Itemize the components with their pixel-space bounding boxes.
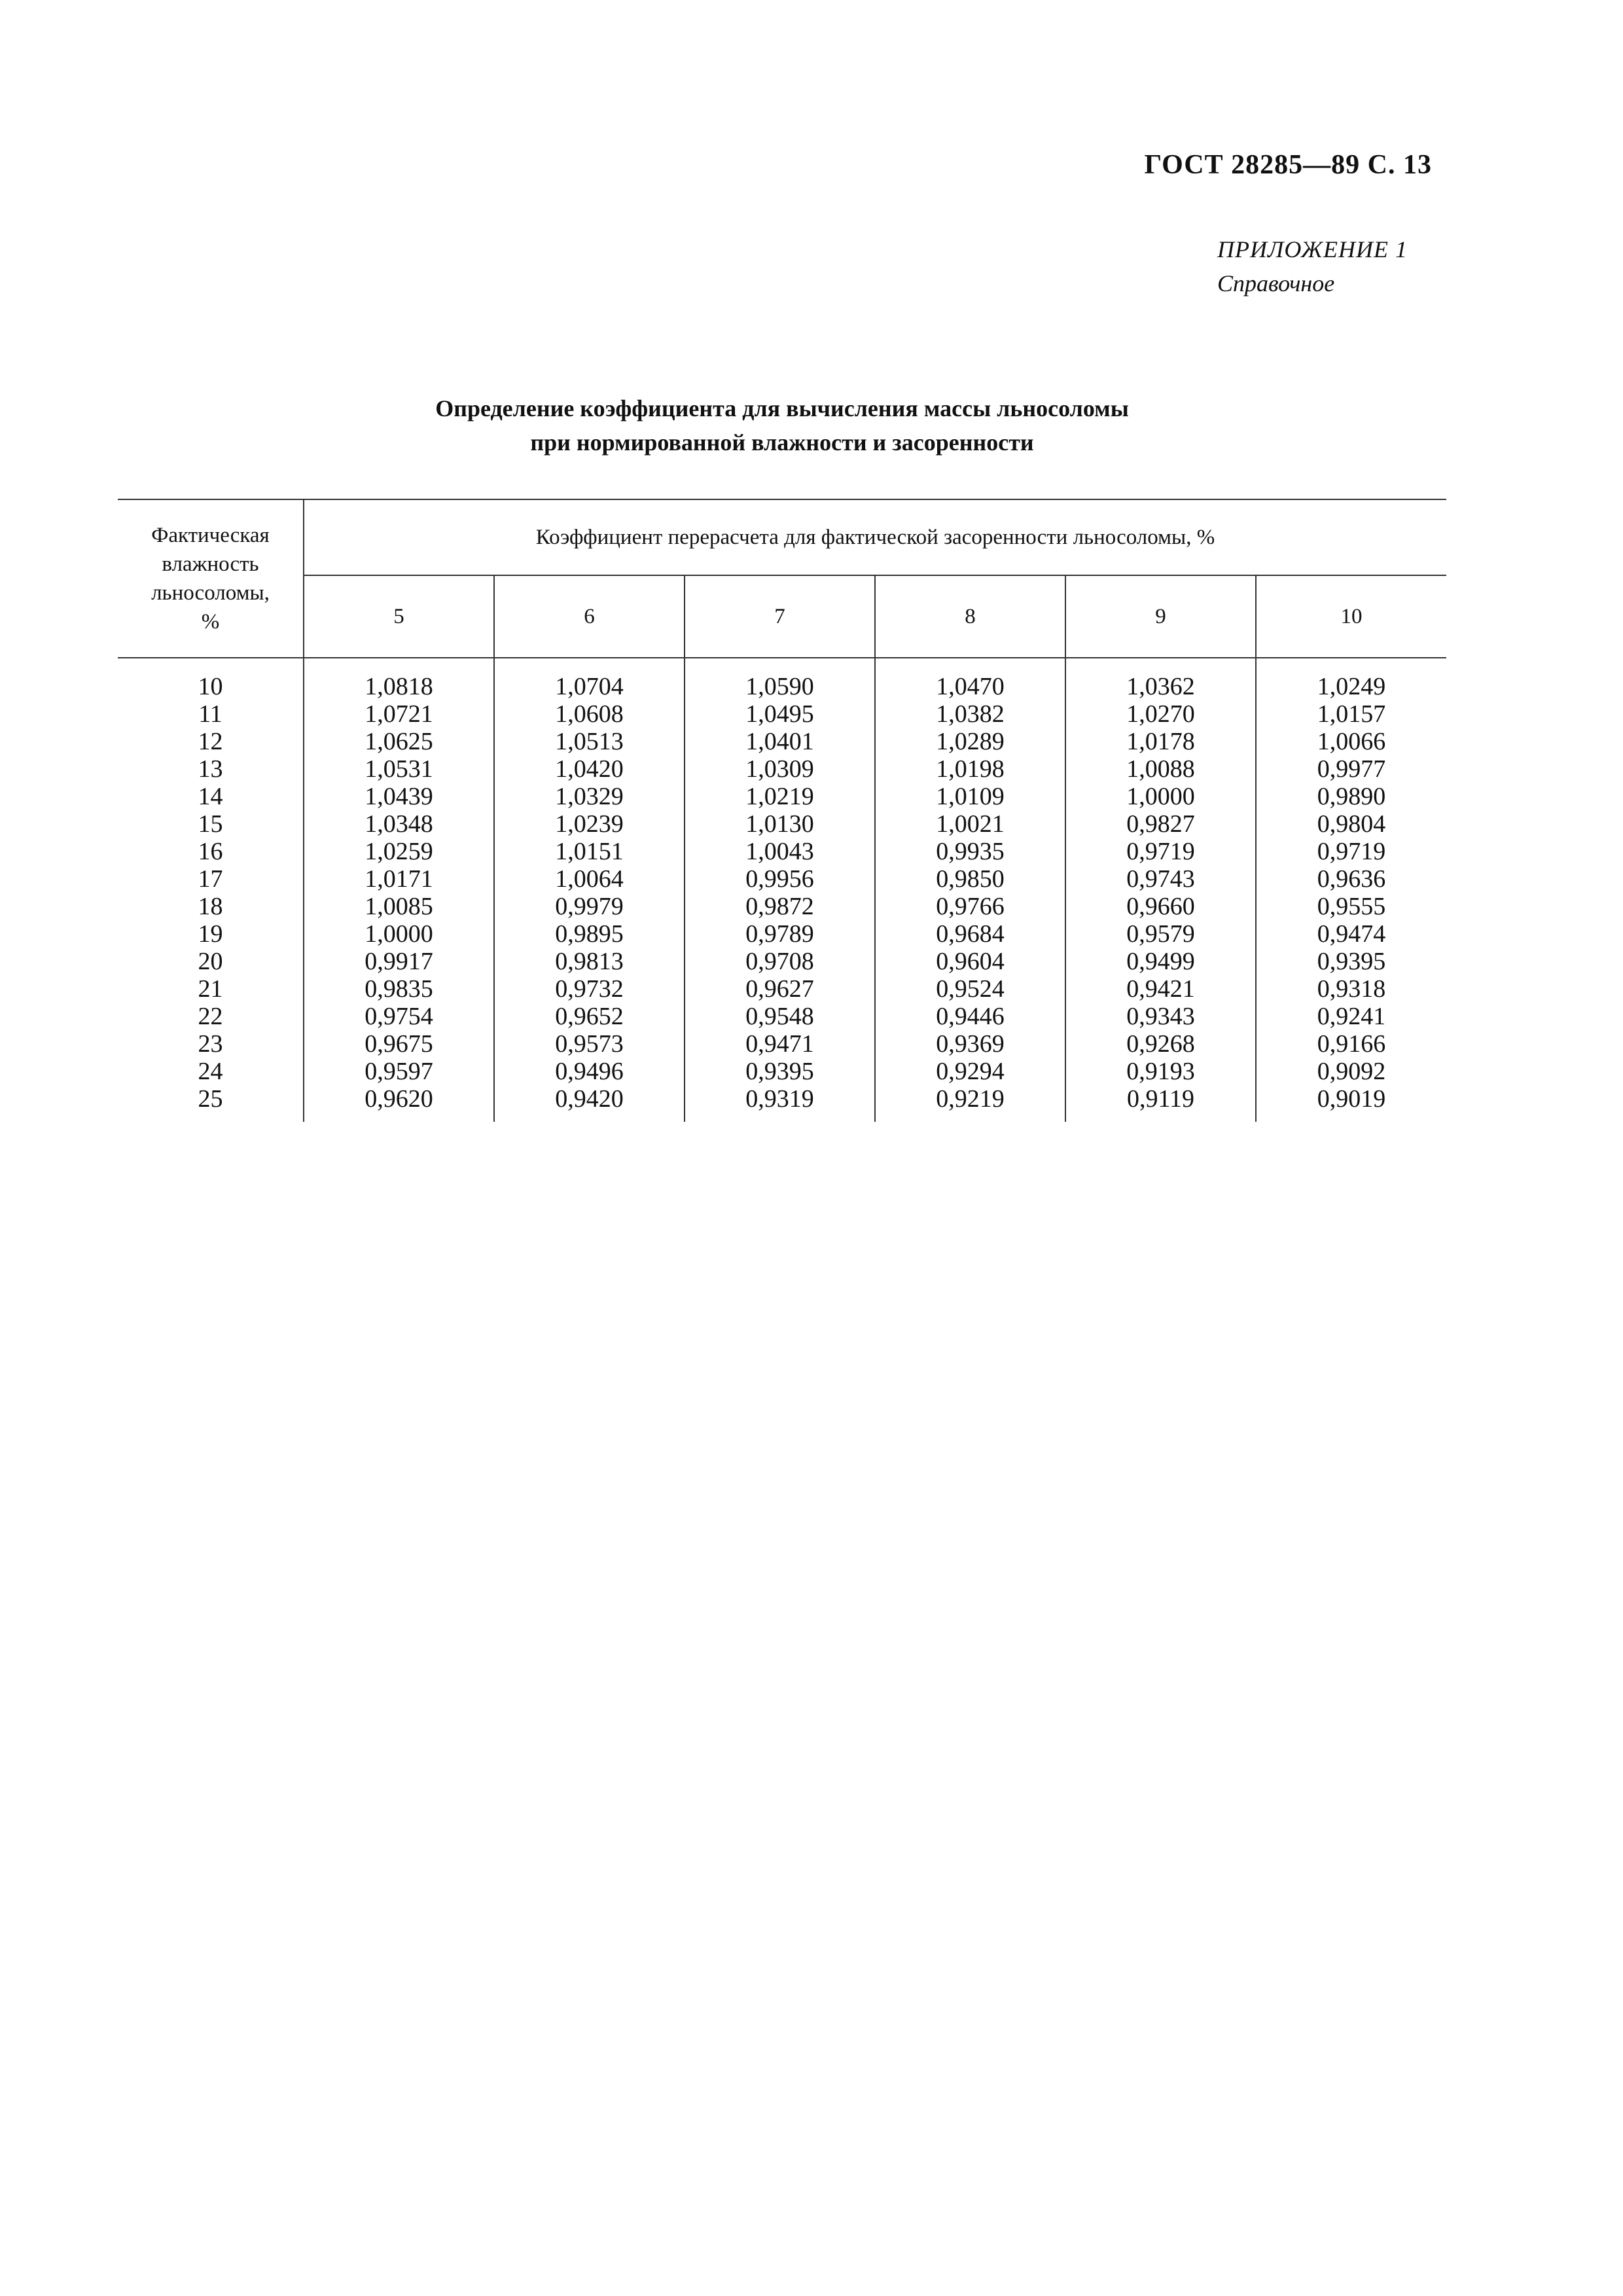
coefficient-cell: 1,0470 [875, 658, 1065, 700]
moisture-cell: 10 [118, 658, 304, 700]
table-row [118, 1030, 1446, 1058]
table-row [118, 920, 1446, 948]
coefficient-cell: 0,9092 [1317, 1058, 1386, 1085]
coefficient-cell: 1,0420 [494, 755, 685, 783]
coefficient-cell: 1,0289 [875, 728, 1065, 755]
coefficient-cell: 0,9319 [685, 1085, 875, 1122]
coefficient-cell: 0,9421 [1065, 975, 1256, 1003]
table-body [118, 658, 1446, 1122]
moisture-cell: 15 [118, 810, 304, 838]
coefficient-cell: 0,9890 [1317, 783, 1386, 810]
coefficient-cell: 0,9219 [875, 1085, 1065, 1122]
coefficient-cell: 0,9684 [875, 920, 1065, 948]
coefficient-cell: 1,0382 [875, 700, 1065, 728]
coefficient-cell: 0,9548 [685, 1003, 875, 1030]
coefficient-cell: 1,0818 [304, 658, 494, 700]
coefficient-cell: 1,0219 [685, 783, 875, 810]
moisture-cell: 16 [118, 838, 304, 865]
table-row [118, 783, 1446, 810]
table-row [118, 728, 1446, 755]
coefficient-cell: 1,0249 [1317, 673, 1386, 700]
coefficient-cell: 0,9268 [1065, 1030, 1256, 1058]
moisture-cell: 24 [118, 1058, 304, 1085]
coefficient-cell: 0,9597 [304, 1058, 494, 1085]
table-row [118, 838, 1446, 865]
moisture-cell: 19 [118, 920, 304, 948]
table-row [118, 810, 1446, 838]
coefficient-cell: 0,9119 [1065, 1085, 1256, 1122]
coefficient-cell: 0,9813 [494, 948, 685, 975]
column-header: 9 [1065, 575, 1256, 658]
table-row [118, 948, 1446, 975]
coefficient-cell: 0,9343 [1065, 1003, 1256, 1030]
moisture-cell: 20 [118, 948, 304, 975]
coefficient-cell: 0,9019 [1317, 1085, 1386, 1113]
appendix-block [1217, 232, 1408, 300]
coefficient-cell: 1,0513 [494, 728, 685, 755]
coefficient-cell: 1,0531 [304, 755, 494, 783]
coefficient-cell: 0,9754 [304, 1003, 494, 1030]
coefficient-cell: 0,9471 [685, 1030, 875, 1058]
coefficient-cell: 1,0021 [875, 810, 1065, 838]
coefficient-cell: 1,0259 [304, 838, 494, 865]
coefficient-cell: 0,9850 [875, 865, 1065, 893]
table-title-line-1: Определение коэффициента для вычисления массы льносоломы [435, 395, 1129, 422]
coefficient-cell: 1,0109 [875, 783, 1065, 810]
moisture-cell: 17 [118, 865, 304, 893]
moisture-cell: 13 [118, 755, 304, 783]
coefficient-cell: 0,9977 [1317, 755, 1386, 783]
coefficient-cell: 0,9827 [1065, 810, 1256, 838]
stub-header-line: влажность [162, 552, 259, 576]
coefficient-cell: 0,9318 [1317, 975, 1386, 1003]
table-row [118, 1058, 1446, 1085]
coefficient-cell: 0,9395 [685, 1058, 875, 1085]
coefficient-cell: 1,0198 [875, 755, 1065, 783]
coefficient-cell: 1,0178 [1065, 728, 1256, 755]
moisture-cell: 12 [118, 728, 304, 755]
coefficient-cell: 1,0157 [1317, 700, 1386, 728]
coefficient-cell: 0,9241 [1317, 1003, 1386, 1030]
coefficient-cell: 0,9732 [494, 975, 685, 1003]
coefficient-cell: 0,9573 [494, 1030, 685, 1058]
moisture-cell: 21 [118, 975, 304, 1003]
coefficient-cell: 0,9474 [1317, 920, 1386, 948]
coefficient-cell: 0,9294 [875, 1058, 1065, 1085]
coefficient-cell: 0,9636 [1317, 865, 1386, 893]
coefficient-cell: 0,9499 [1065, 948, 1256, 975]
coefficient-cell: 1,0064 [494, 865, 685, 893]
moisture-cell: 25 [118, 1085, 304, 1122]
coefficient-cell: 1,0000 [1065, 783, 1256, 810]
coefficient-cell: 1,0721 [304, 700, 494, 728]
table-row [118, 893, 1446, 920]
column-header: 8 [875, 575, 1065, 658]
coefficient-cell: 0,9395 [1317, 948, 1386, 975]
moisture-cell: 14 [118, 783, 304, 810]
coefficient-cell: 0,9660 [1065, 893, 1256, 920]
table-title [118, 391, 1446, 459]
table-title-line-2: при нормированной влажности и засоренности [530, 429, 1034, 456]
coefficient-cell: 1,0309 [685, 755, 875, 783]
coefficient-cell: 0,9804 [1317, 810, 1386, 838]
coefficient-cell: 1,0704 [494, 658, 685, 700]
coefficient-cell: 0,9369 [875, 1030, 1065, 1058]
coefficient-cell: 1,0000 [304, 920, 494, 948]
appendix-subtitle: Справочное [1217, 270, 1335, 296]
table-row [118, 755, 1446, 783]
moisture-cell: 23 [118, 1030, 304, 1058]
coefficient-cell: 0,9917 [304, 948, 494, 975]
coefficient-cell: 0,9652 [494, 1003, 685, 1030]
table-row [118, 975, 1446, 1003]
coefficient-cell: 1,0085 [304, 893, 494, 920]
coefficient-cell: 0,9524 [875, 975, 1065, 1003]
stub-header-line: Фактическая [151, 524, 270, 547]
coefficient-cell: 1,0348 [304, 810, 494, 838]
coefficient-cell: 0,9872 [685, 893, 875, 920]
coefficient-cell: 0,9579 [1065, 920, 1256, 948]
coefficient-table [118, 499, 1446, 1122]
coefficient-cell: 0,9620 [304, 1085, 494, 1122]
coefficient-cell: 1,0066 [1317, 728, 1386, 755]
coefficient-cell: 1,0590 [685, 658, 875, 700]
column-header: 7 [685, 575, 875, 658]
coefficient-cell: 0,9604 [875, 948, 1065, 975]
coefficient-cell: 0,9835 [304, 975, 494, 1003]
coefficient-cell: 0,9166 [1317, 1030, 1386, 1058]
column-header: 6 [494, 575, 685, 658]
coefficient-cell: 0,9675 [304, 1030, 494, 1058]
moisture-cell: 11 [118, 700, 304, 728]
coefficient-cell: 0,9895 [494, 920, 685, 948]
table-row [118, 865, 1446, 893]
coefficient-cell: 0,9708 [685, 948, 875, 975]
coefficient-cell: 1,0362 [1065, 658, 1256, 700]
coefficient-cell: 1,0329 [494, 783, 685, 810]
moisture-cell: 22 [118, 1003, 304, 1030]
coefficient-cell: 0,9719 [1317, 838, 1386, 865]
moisture-cell: 18 [118, 893, 304, 920]
coefficient-cell: 0,9420 [494, 1085, 685, 1122]
coefficient-cell: 1,0171 [304, 865, 494, 893]
stub-header [118, 499, 304, 658]
table-row [118, 700, 1446, 728]
coefficient-cell: 0,9789 [685, 920, 875, 948]
coefficient-cell: 0,9719 [1065, 838, 1256, 865]
coefficient-cell: 0,9743 [1065, 865, 1256, 893]
column-header: 5 [304, 575, 494, 658]
coefficient-cell: 1,0270 [1065, 700, 1256, 728]
coefficient-cell: 1,0088 [1065, 755, 1256, 783]
stub-header-line: льносоломы, [151, 581, 270, 605]
page-header-code: ГОСТ 28285—89 С. 13 [1144, 150, 1432, 180]
coefficient-cell: 1,0239 [494, 810, 685, 838]
coefficient-cell: 0,9193 [1065, 1058, 1256, 1085]
coefficient-cell: 0,9496 [494, 1058, 685, 1085]
coefficient-cell: 1,0130 [685, 810, 875, 838]
table-row [118, 1003, 1446, 1030]
coefficient-cell: 0,9979 [494, 893, 685, 920]
coefficient-cell: 1,0151 [494, 838, 685, 865]
table-row [118, 1085, 1446, 1122]
coefficient-cell: 0,9766 [875, 893, 1065, 920]
coefficient-cell: 1,0401 [685, 728, 875, 755]
coefficient-cell: 1,0608 [494, 700, 685, 728]
table-row [118, 658, 1446, 700]
coefficient-cell: 1,0495 [685, 700, 875, 728]
coefficient-cell: 1,0439 [304, 783, 494, 810]
coefficient-cell: 0,9935 [875, 838, 1065, 865]
group-header: Коэффициент перерасчета для фактической засоренности льносоломы, % [304, 499, 1446, 575]
coefficient-cell: 1,0043 [685, 838, 875, 865]
coefficient-cell: 0,9555 [1317, 893, 1386, 920]
column-header: 10 [1256, 575, 1446, 658]
coefficient-cell: 1,0625 [304, 728, 494, 755]
coefficient-cell: 0,9956 [685, 865, 875, 893]
coefficient-cell: 0,9627 [685, 975, 875, 1003]
stub-header-line: % [201, 610, 220, 634]
coefficient-cell: 0,9446 [875, 1003, 1065, 1030]
appendix-label: ПРИЛОЖЕНИЕ 1 [1217, 236, 1408, 262]
